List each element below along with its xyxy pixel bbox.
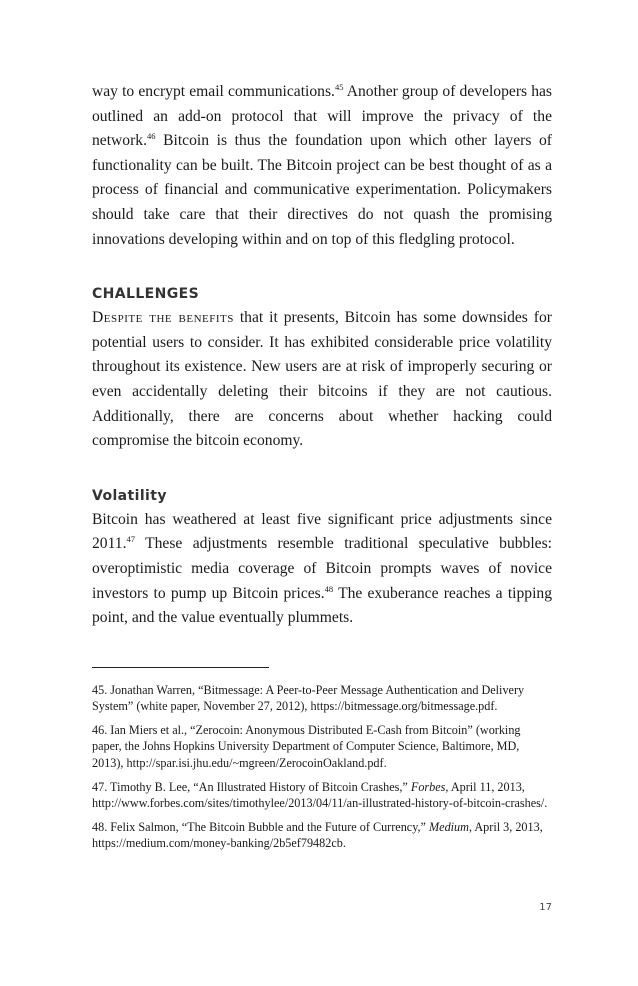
text-segment: Bitcoin is thus the foundation upon which other layers of functionality can be built. The Bitcoin project can be best thought of as a process of financial and communicative experimentation. Policymakers should take care that their directives do not quash the promising innovations developing within and on top of this fledgling protocol. — [92, 132, 552, 248]
page-content — [92, 80, 552, 860]
text-segment: , April 3, 2013, https://medium.com/money-banking/2b5ef79482cb. — [92, 820, 543, 851]
lead-in-smallcaps: Despite the benefits — [92, 309, 234, 327]
footnote-46 — [92, 722, 552, 771]
challenges-text: that it presents, Bitcoin has some downsides for potential users to consider. It has exhibited considerable price volatility throughout its existence. New users are at risk of improperly securing or even accidentally deleting their bitcoins if they are not cautious. Additionally, there are concerns about whether hacking could compromise the bitcoin economy. — [92, 309, 552, 450]
footnote-ref: 47 — [126, 534, 136, 545]
footnote-ref: 48 — [324, 583, 334, 594]
footnote-48 — [92, 819, 552, 851]
footnotes — [92, 682, 552, 852]
footnote-ref: 45 — [334, 81, 344, 92]
text-segment: , April 11, 2013, http://www.forbes.com/sites/timothylee/2013/04/11/an-illustrated-history-of-bitcoin-crashes/. — [92, 779, 548, 810]
subsection-heading-volatility: Volatility — [92, 487, 167, 504]
footnote-47 — [92, 779, 552, 811]
italic-title: Forbes — [410, 779, 446, 794]
volatility-paragraph — [92, 508, 552, 631]
footnote-ref: 46 — [147, 131, 156, 141]
text-segment: These adjustments resemble traditional speculative bubbles: overoptimistic media coverage of Bitcoin prompts waves of novice investors to pump up Bitcoin prices. — [92, 535, 552, 602]
section-heading-challenges: CHALLENGES — [92, 286, 200, 303]
text-segment: Another group of developers has outlined an add-on protocol that will improve the privacy of the network. — [92, 83, 552, 150]
footnote-45 — [92, 682, 552, 714]
footnote-divider — [92, 667, 269, 668]
text-segment: 48. Felix Salmon, “The Bitcoin Bubble and the Future of Currency,” — [92, 820, 430, 835]
text-segment: 45. Jonathan Warren, “Bitmessage: A Peer-to-Peer Message Authentication and Delivery System” (white paper, November 27, 2012), https://bitmessage.org/bitmessage.pdf. — [92, 682, 525, 713]
page-number: 17 — [539, 902, 552, 913]
text-segment: The exuberance reaches a tipping point, and the value eventually plummets. — [92, 584, 553, 627]
intro-paragraph — [92, 80, 552, 252]
italic-title: Medium — [429, 820, 469, 835]
text-segment: 47. Timothy B. Lee, “An Illustrated History of Bitcoin Crashes,” — [92, 779, 411, 794]
challenges-paragraph — [92, 306, 552, 454]
text-segment: 46. Ian Miers et al., “Zerocoin: Anonymous Distributed E-Cash from Bitcoin” (working paper, the Johns Hopkins University Department of Computer Science, Baltimore, MD, 2013), http://spar.isi.jhu.edu/~mgreen/ZerocoinOakland.pdf. — [92, 723, 521, 770]
text-segment: Bitcoin has weathered at least five significant price adjustments since 2011. — [92, 510, 552, 553]
text-segment: way to encrypt email communications. — [92, 83, 335, 100]
